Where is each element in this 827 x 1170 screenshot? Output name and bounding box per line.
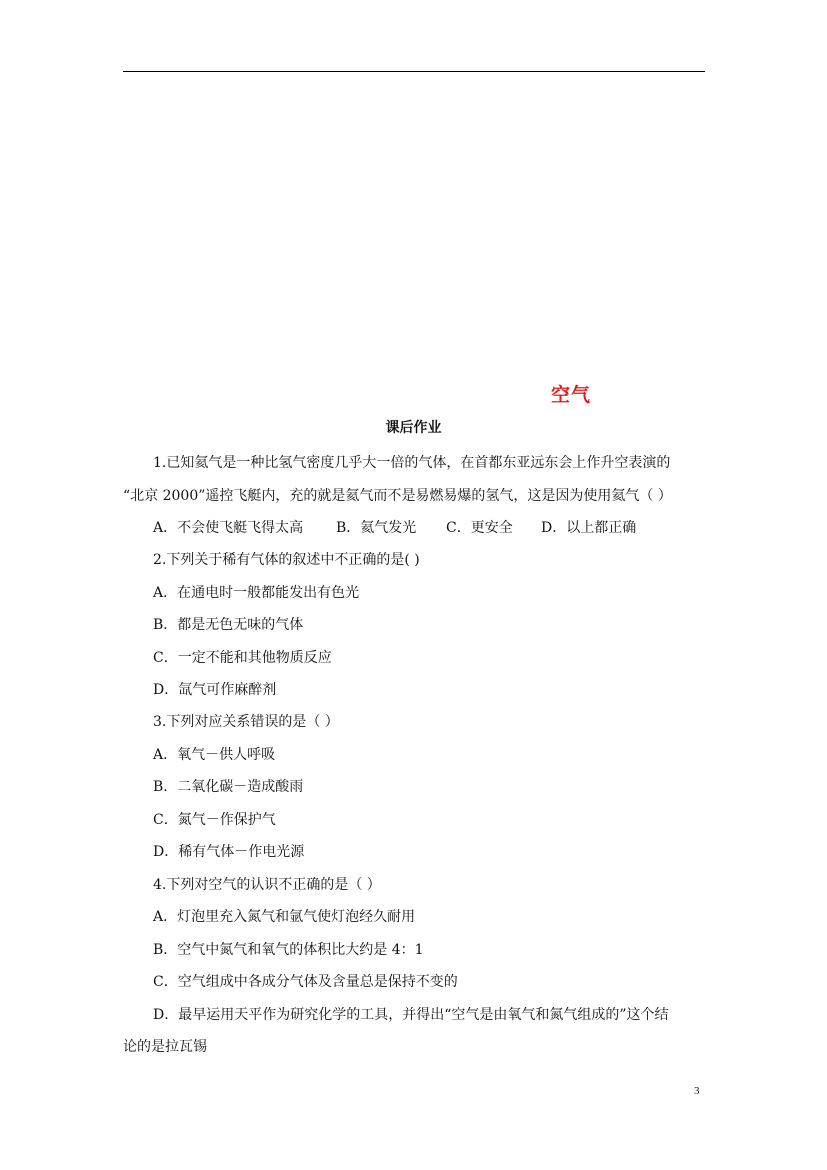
question-1-option-c: C．更安全 [446,520,513,536]
question-4-option-c: C．空气组成中各成分气体及含量总是保持不变的 [153,974,458,990]
question-3-option-d: D．稀有气体－作电光源 [153,844,305,860]
question-2-option-c: C．一定不能和其他物质反应 [153,650,332,666]
question-1-stem-line-2: “北京 2000”遥控飞艇内，充的就是氦气而不是易燃易爆的氢气，这是因为使用氦气（ ） [123,488,672,504]
question-4-option-d-line-2: 论的是拉瓦锡 [123,1039,207,1055]
header-rule [123,71,705,72]
question-4-option-b: B．空气中氮气和氧气的体积比大约是 4：1 [153,942,424,958]
question-1-stem-line-1: 1.已知氦气是一种比氢气密度几乎大一倍的气体，在首都东亚远东会上作升空表演的 [153,455,671,471]
page-title: 空气 [551,384,592,406]
question-3-option-b: B．二氧化碳－造成酸雨 [153,779,304,795]
question-1-option-b: B．氦气发光 [336,520,417,536]
question-2-option-a: A．在通电时一般都能发出有色光 [153,585,360,601]
page-number: 3 [694,1085,700,1097]
question-4-stem: 4.下列对空气的认识不正确的是（ ） [153,877,381,893]
question-1-option-a: A．不会使飞艇飞得太高 [153,520,304,536]
question-1-option-d: D．以上都正确 [541,520,637,536]
question-3-option-a: A．氧气－供人呼吸 [153,747,276,763]
question-3-stem: 3.下列对应关系错误的是（ ） [153,714,339,730]
question-2-option-d: D．氙气可作麻醉剂 [153,682,277,698]
question-4-option-a: A．灯泡里充入氮气和氩气使灯泡经久耐用 [153,909,416,925]
section-subtitle: 课后作业 [385,420,442,436]
question-2-stem: 2.下列关于稀有气体的叙述中不正确的是( ) [153,552,420,568]
question-4-option-d-line-1: D．最早运用天平作为研究化学的工具，并得出“空气是由氧气和氮气组成的”这个结 [153,1007,669,1023]
question-2-option-b: B．都是无色无味的气体 [153,617,304,633]
question-3-option-c: C．氮气－作保护气 [153,812,276,828]
